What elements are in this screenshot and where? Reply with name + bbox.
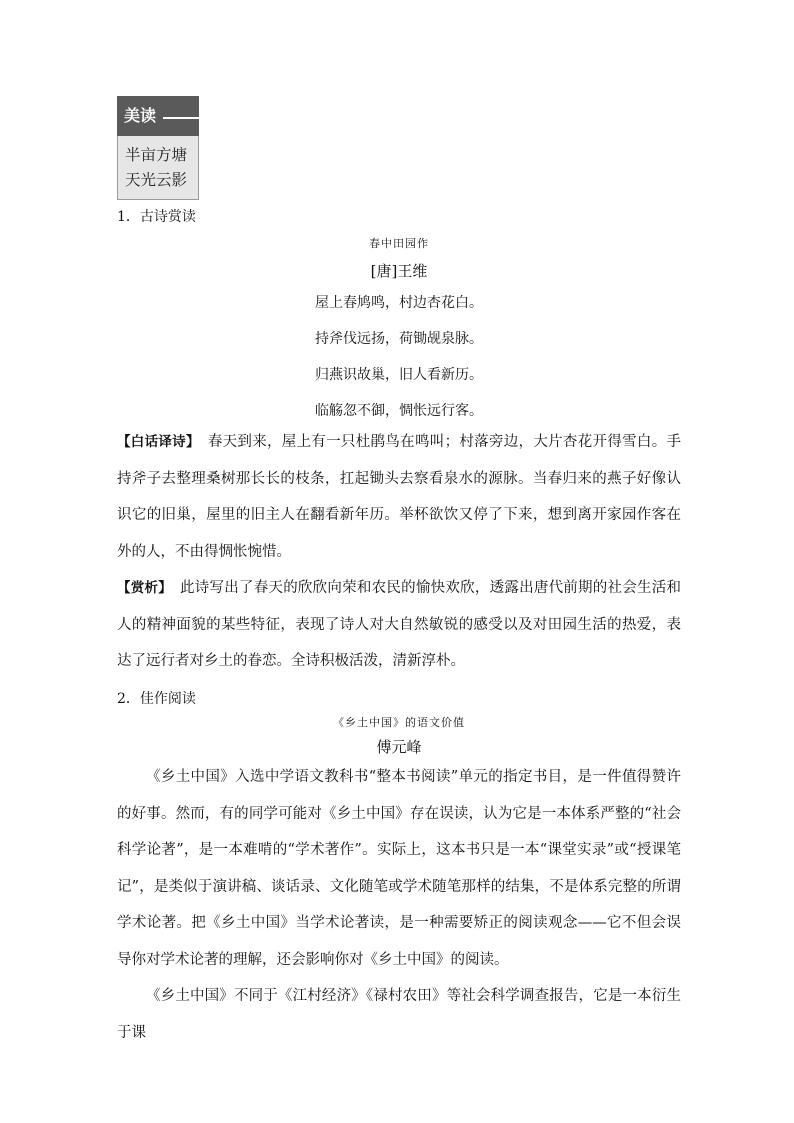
- badge-line-1: 半亩方塘: [125, 146, 188, 164]
- badge-line-2: 天光云影: [125, 171, 188, 189]
- section-badge: [117, 96, 199, 200]
- badge-header: [117, 96, 199, 136]
- badge-title: 美读: [124, 106, 157, 125]
- poem-verse-4: 临觞忽不御，惆怅远行客。: [315, 403, 483, 419]
- article-author: 傅元峰: [376, 738, 422, 756]
- appreciation-label: 【赏析】: [117, 580, 166, 596]
- poem-verse-3: 归燕识故巢，旧人看新历。: [315, 367, 483, 383]
- poem-title: 春中田园作: [369, 237, 429, 250]
- article-paragraph-1: 《乡土中国》入选中学语文教科书“整本书阅读”单元的指定书目，是一件值得赞许的好事。然而，有的同学可能对《乡土中国》存在误读，认为它是一本体系严整的“社会科学论著”，是一本难啃的“学术著作”。实际上，这本书只是一本“课堂实录”或“授课笔记”，是类似于演讲稿、谈话录、文化随笔或学术随笔那样的结集，不是体系完整的所谓学术论著。把《乡土中国》当学术论著读，是一种需要矫正的阅读观念——它不但会误导你对学术论著的理解，还会影响你对《乡土中国》的阅读。: [117, 769, 681, 968]
- appreciation-paragraph: [117, 570, 681, 680]
- badge-body: [117, 136, 199, 200]
- section1-heading: 1．古诗赏读: [117, 209, 196, 225]
- appreciation-text: 此诗写出了春天的欣欣向荣和农民的愉快欢欣，透露出唐代前期的社会生活和人的精神面貌的某些特征，表现了诗人对大自然敏锐的感受以及对田园生活的热爱，表达了远行者对乡土的眷恋。全诗积极活泼，清新淳朴。: [117, 580, 682, 669]
- article-paragraph-2: 《乡土中国》不同于《江村经济》《禄村农田》等社会科学调查报告，它是一本衍生于课: [117, 988, 681, 1041]
- translation-text: 春天到来，屋上有一只杜鹃鸟在鸣叫；村落旁边，大片杏花开得雪白。手持斧子去整理桑树那长长的枝条，扛起锄头去察看泉水的源脉。当春归来的燕子好像认识它的旧巢，屋里的旧主人在翻看新年历。举杯欲饮又停了下来，想到离开家园作客在外的人，不由得惆怅惋惜。: [117, 434, 682, 560]
- section2-heading: 2．佳作阅读: [117, 691, 196, 707]
- badge-divider: [163, 117, 199, 119]
- poem-verse-2: 持斧伐远扬，荷锄觇泉脉。: [315, 331, 483, 347]
- translation-paragraph: [117, 424, 681, 570]
- article-title: 《乡土中国》的语文价值: [333, 716, 465, 729]
- poem-verse-1: 屋上春鸠鸣，村边杏花白。: [315, 295, 483, 311]
- translation-label: 【白话译诗】: [117, 434, 194, 450]
- poem-author: [唐]王维: [370, 262, 428, 280]
